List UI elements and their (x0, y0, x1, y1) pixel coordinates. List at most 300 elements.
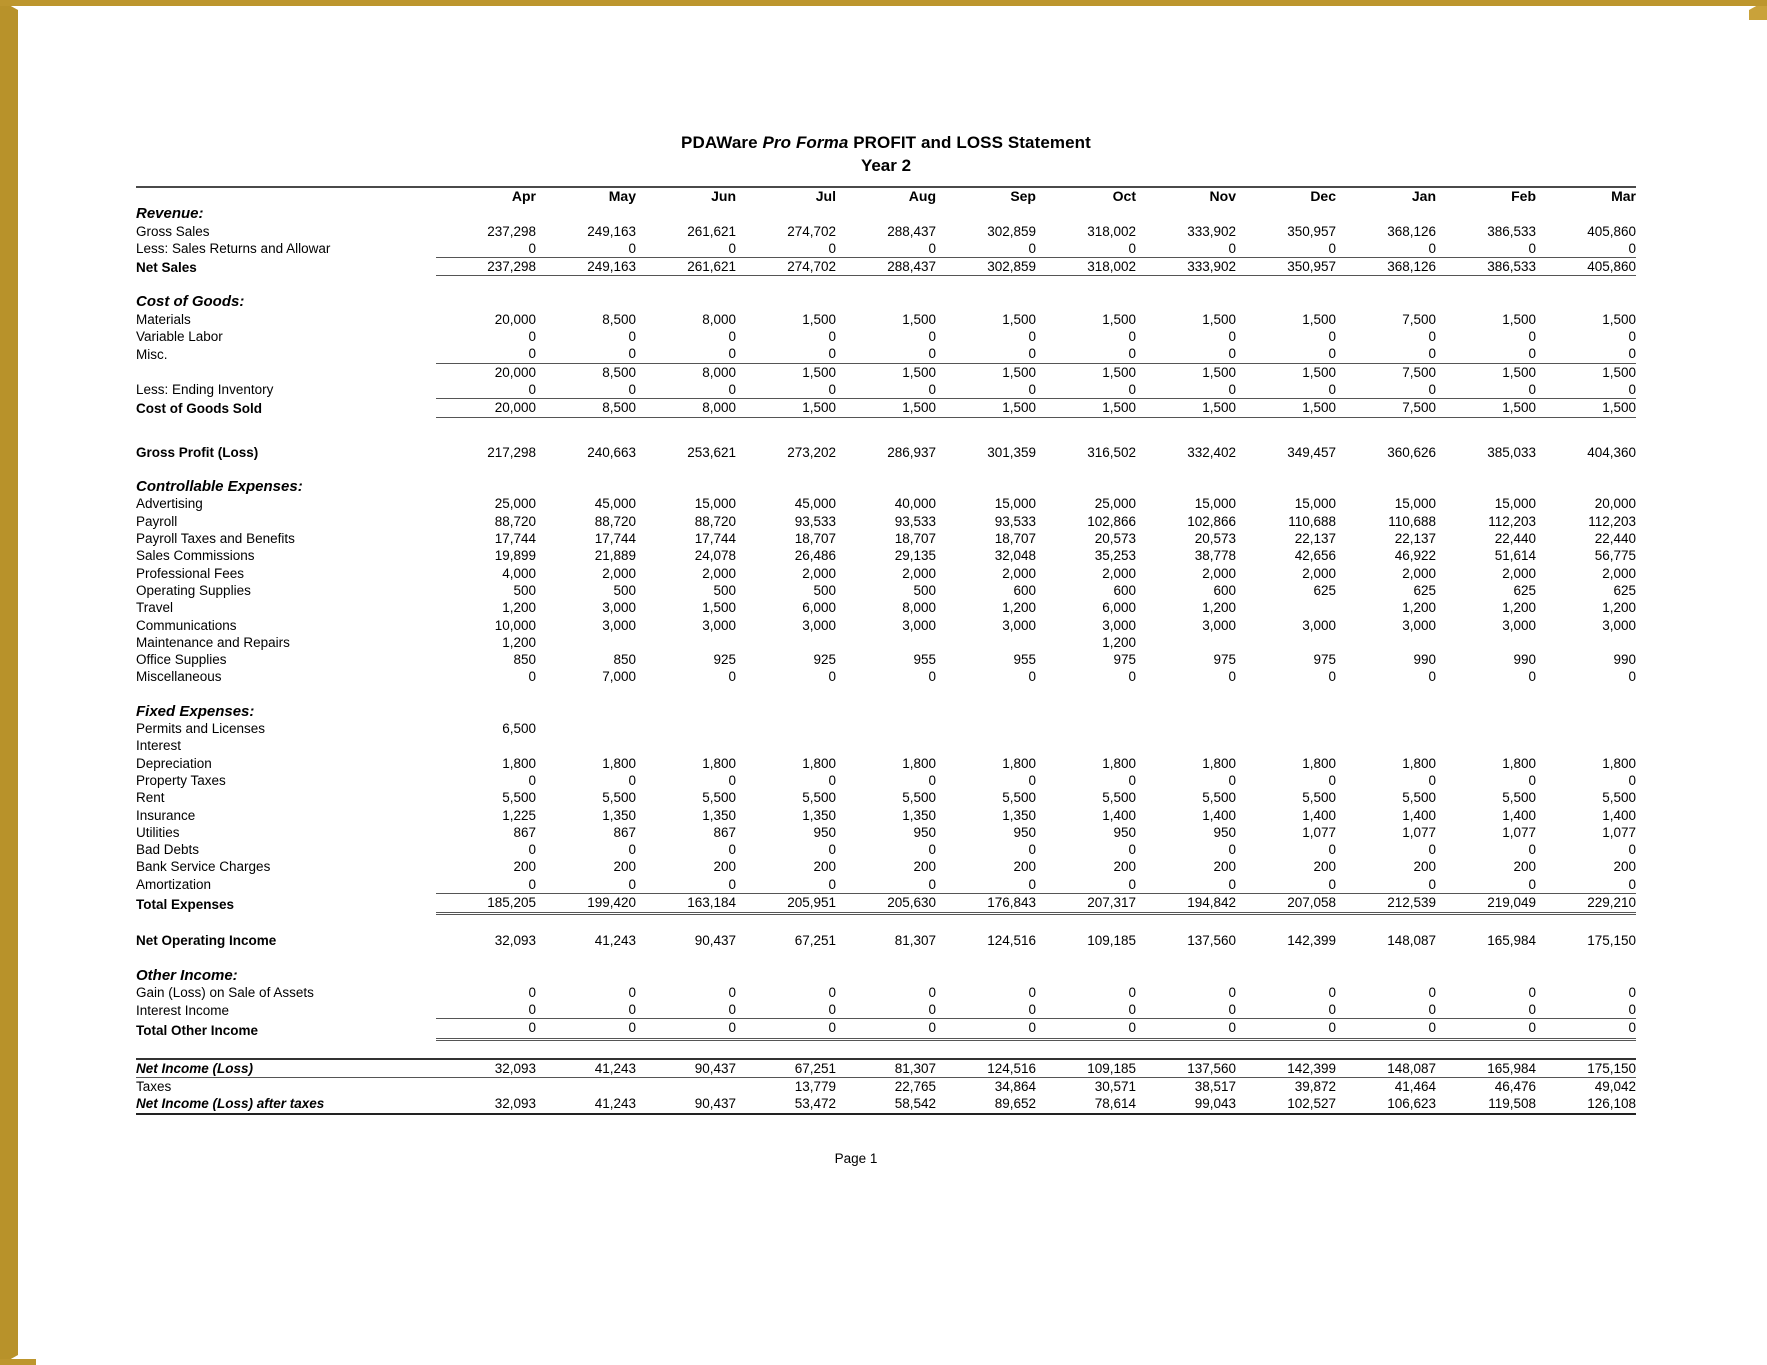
cell-sep: 34,864 (936, 1078, 1036, 1096)
cell-oct: 2,000 (1102, 565, 1136, 581)
cell-may (536, 478, 636, 495)
cell-jun: 0 (636, 876, 736, 894)
title-prefix: PDAWare (681, 133, 758, 152)
cell-dec: 142,399 (1236, 1059, 1336, 1078)
column-header-jan: Jan (1411, 188, 1436, 204)
cell-apr: 32,093 (436, 1095, 536, 1113)
cell-may (536, 293, 636, 310)
cell-mar: 990 (1613, 652, 1636, 668)
cell-jul: 67,251 (794, 933, 836, 949)
cell-apr: 237,298 (487, 223, 536, 239)
cell-aug: 286,937 (887, 444, 936, 460)
cell-may: 0 (628, 842, 636, 858)
spacer-row (136, 417, 1636, 427)
row-label (136, 363, 436, 381)
column-header-dec: Dec (1310, 188, 1336, 204)
cell-nov: 194,842 (1136, 893, 1236, 913)
cell-feb (1436, 478, 1536, 495)
row-label: Total Expenses (136, 897, 235, 913)
cell-sep: 0 (936, 345, 1036, 363)
cell-feb: 0 (1528, 842, 1536, 858)
cell-sep: 0 (936, 240, 1036, 258)
row-insurance (136, 807, 1636, 824)
cell-nov (1136, 427, 1236, 444)
row-utilities (136, 824, 1636, 841)
cell-sep: 32,048 (994, 548, 1036, 564)
cell-jun: 0 (728, 842, 736, 858)
row-label: Less: Ending Inventory (136, 382, 274, 398)
cell-jan (1336, 703, 1436, 720)
cell-mar (1536, 634, 1636, 651)
cell-sep: 93,533 (994, 513, 1036, 529)
row-depreciation (136, 755, 1636, 772)
cell-oct: 0 (1036, 1001, 1136, 1019)
cell-nov: 38,517 (1136, 1078, 1236, 1096)
cell-dec: 15,000 (1294, 496, 1336, 512)
cell-jul: 3,000 (802, 617, 836, 633)
row-label: Travel (136, 600, 174, 616)
cell-feb: 112,203 (1488, 513, 1536, 529)
cell-nov: 1,800 (1202, 755, 1236, 771)
cell-jun: 1,500 (702, 600, 736, 616)
cell-may: 17,744 (594, 531, 636, 547)
section-heading-fixed-expenses (136, 703, 1636, 720)
row-label: Misc. (136, 346, 168, 362)
cell-dec: 1,500 (1302, 311, 1336, 327)
cell-feb: 0 (1528, 772, 1536, 788)
cell-jan (1336, 737, 1436, 754)
cell-nov: 333,902 (1187, 223, 1236, 239)
cell-nov: 0 (1136, 345, 1236, 363)
cell-nov: 1,400 (1202, 807, 1236, 823)
cell-may (536, 720, 636, 737)
cell-sep: 301,359 (987, 444, 1036, 460)
cell-dec (1236, 205, 1336, 222)
cell-apr: 217,298 (487, 444, 536, 460)
spacer-row (136, 1039, 1636, 1059)
cell-dec (1236, 737, 1336, 754)
row-label (136, 427, 436, 444)
cell-nov: 3,000 (1202, 617, 1236, 633)
cell-dec: 0 (1328, 842, 1336, 858)
cell-aug: 3,000 (902, 617, 936, 633)
cell-nov: 600 (1213, 582, 1236, 598)
cell-jul: 18,707 (794, 531, 836, 547)
cell-mar: 405,860 (1536, 258, 1636, 276)
cell-nov: 333,902 (1136, 258, 1236, 276)
cell-jan: 0 (1428, 842, 1436, 858)
cell-sep: 1,500 (1002, 364, 1036, 380)
cell-oct: 35,253 (1094, 548, 1136, 564)
cell-dec: 349,457 (1287, 444, 1336, 460)
cell-oct: 0 (1128, 329, 1136, 345)
cell-aug: 29,135 (894, 548, 936, 564)
cell-oct: 950 (1113, 824, 1136, 840)
cell-apr (436, 737, 536, 754)
cell-oct: 1,200 (1102, 634, 1136, 650)
cell-jun: 0 (636, 381, 736, 399)
cell-jan: 110,688 (1388, 513, 1436, 529)
row-total-expenses (136, 893, 1636, 913)
cell-mar: 0 (1536, 1019, 1636, 1039)
cell-oct: 30,571 (1036, 1078, 1136, 1096)
spacer-row (136, 686, 1636, 703)
row-payroll (136, 513, 1636, 530)
cell-feb: 1,800 (1502, 755, 1536, 771)
cell-oct: 600 (1113, 582, 1136, 598)
cell-may: 2,000 (602, 565, 636, 581)
cell-may (536, 703, 636, 720)
cell-dec: 142,399 (1287, 933, 1336, 949)
row-advertising (136, 495, 1636, 512)
cell-nov: 38,778 (1194, 548, 1236, 564)
cell-aug: 58,542 (836, 1095, 936, 1113)
row-materials (136, 311, 1636, 328)
cell-mar: 0 (1536, 381, 1636, 399)
cell-feb: 165,984 (1436, 1059, 1536, 1078)
cell-jul: 1,800 (802, 755, 836, 771)
cell-apr (436, 967, 536, 984)
cell-dec: 1,400 (1302, 807, 1336, 823)
cell-mar: 625 (1613, 582, 1636, 598)
cell-jun (636, 1078, 736, 1096)
cell-feb: 0 (1436, 1001, 1536, 1019)
row-label: Payroll Taxes and Benefits (136, 531, 295, 547)
cell-jun: 8,000 (636, 399, 736, 417)
cell-mar: 22,440 (1594, 531, 1636, 547)
cell-nov: 0 (1136, 381, 1236, 399)
cell-jan: 0 (1336, 1001, 1436, 1019)
row-label: Operating Supplies (136, 582, 251, 598)
cell-sep: 0 (1028, 329, 1036, 345)
cell-may: 88,720 (594, 513, 636, 529)
cell-apr (436, 478, 536, 495)
cell-apr: 1,800 (502, 755, 536, 771)
cell-aug: 8,000 (902, 600, 936, 616)
cell-sep: 1,800 (1002, 755, 1036, 771)
cell-apr (436, 205, 536, 222)
cell-may: 1,350 (602, 807, 636, 823)
cell-dec: 1,800 (1302, 755, 1336, 771)
row-ending-inventory (136, 381, 1636, 399)
row-bad-debts (136, 841, 1636, 858)
cell-feb: 386,533 (1436, 258, 1536, 276)
cell-may: 850 (613, 652, 636, 668)
row-label: Rent (136, 790, 165, 806)
cell-aug: 200 (913, 859, 936, 875)
cell-jun: 0 (728, 329, 736, 345)
cell-dec: 0 (1328, 329, 1336, 345)
cell-nov: 2,000 (1202, 565, 1236, 581)
cell-aug: 0 (928, 669, 936, 685)
revenue-heading: Revenue: (136, 205, 204, 223)
cell-sep: 600 (1013, 582, 1036, 598)
cell-jul: 0 (828, 842, 836, 858)
cell-jul (736, 737, 836, 754)
cell-may: 200 (613, 859, 636, 875)
cell-feb: 0 (1528, 984, 1536, 1000)
cell-jun: 0 (728, 669, 736, 685)
cell-dec: 0 (1236, 240, 1336, 258)
cell-jul: 1,500 (802, 364, 836, 380)
cell-mar: 1,500 (1536, 399, 1636, 417)
cell-jul: 925 (813, 652, 836, 668)
cell-dec (1236, 599, 1336, 616)
cell-feb: 990 (1513, 652, 1536, 668)
cell-nov: 1,200 (1202, 600, 1236, 616)
row-label: Office Supplies (136, 652, 227, 668)
column-header-apr: Apr (511, 188, 536, 204)
cell-jul: 0 (828, 669, 836, 685)
cell-apr: 200 (513, 859, 536, 875)
cell-jun: 90,437 (636, 1059, 736, 1078)
title-block (136, 20, 1636, 188)
cell-jun: 5,500 (702, 790, 736, 806)
row-variable-labor (136, 328, 1636, 345)
cell-nov (1136, 205, 1236, 222)
cell-apr: 4,000 (502, 565, 536, 581)
controllable-expenses-heading: Controllable Expenses: (136, 478, 303, 496)
cell-jun: 8,000 (702, 311, 736, 327)
cell-feb: 0 (1528, 669, 1536, 685)
cell-may: 0 (536, 345, 636, 363)
spacer-row (136, 950, 1636, 967)
cell-oct: 0 (1128, 984, 1136, 1000)
cell-jan: 7,500 (1402, 311, 1436, 327)
cell-jun (636, 703, 736, 720)
cell-sep: 2,000 (1002, 565, 1036, 581)
cell-oct: 78,614 (1036, 1095, 1136, 1113)
document-title (136, 132, 1636, 154)
cell-mar: 0 (1536, 876, 1636, 894)
cell-dec: 0 (1328, 669, 1336, 685)
cell-jul: 0 (736, 1001, 836, 1019)
row-cost-of-goods-sold (136, 399, 1636, 417)
section-heading-revenue (136, 205, 1636, 222)
cell-mar: 1,400 (1602, 807, 1636, 823)
row-net-sales (136, 258, 1636, 276)
cell-sep (936, 205, 1036, 222)
cell-aug (836, 737, 936, 754)
cell-jun: 163,184 (636, 893, 736, 913)
row-property-taxes (136, 772, 1636, 789)
section-heading-other-income (136, 967, 1636, 984)
cell-dec: 2,000 (1302, 565, 1336, 581)
cell-apr: 0 (436, 381, 536, 399)
cell-aug: 93,533 (894, 513, 936, 529)
cell-sep: 18,707 (994, 531, 1036, 547)
cell-aug: 288,437 (836, 258, 936, 276)
cell-oct (1036, 737, 1136, 754)
row-label: Interest Income (136, 1002, 230, 1018)
cell-apr: 0 (436, 1001, 536, 1019)
cell-may (536, 737, 636, 754)
cell-jan: 15,000 (1394, 496, 1436, 512)
cell-jul: 200 (813, 859, 836, 875)
cell-mar: 20,000 (1594, 496, 1636, 512)
cell-dec: 39,872 (1236, 1078, 1336, 1096)
cell-jun: 925 (713, 652, 736, 668)
row-total-other-income (136, 1019, 1636, 1039)
row-label: Depreciation (136, 755, 212, 771)
cell-oct: 316,502 (1087, 444, 1136, 460)
cell-may: 199,420 (536, 893, 636, 913)
cell-may: 500 (613, 582, 636, 598)
row-gross-profit (136, 444, 1636, 461)
cell-jan (1336, 293, 1436, 310)
cell-dec: 207,058 (1236, 893, 1336, 913)
cell-jan: 200 (1413, 859, 1436, 875)
cell-aug: 0 (836, 240, 936, 258)
cell-dec: 0 (1328, 772, 1336, 788)
cell-feb: 386,533 (1487, 223, 1536, 239)
cell-jan: 0 (1336, 1019, 1436, 1039)
cell-may: 0 (536, 381, 636, 399)
cell-jan: 5,500 (1402, 790, 1436, 806)
cell-may: 5,500 (602, 790, 636, 806)
row-label: Less: Sales Returns and Allowar (136, 241, 331, 257)
cell-jul (736, 720, 836, 737)
cell-feb (1436, 967, 1536, 984)
row-net-income-loss (136, 1059, 1636, 1078)
cell-sep (936, 427, 1036, 444)
cell-jul (736, 634, 836, 651)
cell-sep: 200 (1013, 859, 1036, 875)
other-income-heading: Other Income: (136, 966, 238, 984)
cell-aug: 81,307 (836, 1059, 936, 1078)
cell-jun (636, 205, 736, 222)
cell-apr (436, 293, 536, 310)
cell-oct (1036, 427, 1136, 444)
cell-apr: 0 (528, 984, 536, 1000)
cell-sep: 0 (1028, 669, 1036, 685)
cell-nov: 102,866 (1187, 513, 1236, 529)
cell-feb: 119,508 (1436, 1095, 1536, 1113)
cell-jun (636, 720, 736, 737)
row-interest-income (136, 1001, 1636, 1019)
cell-feb: 2,000 (1502, 565, 1536, 581)
cell-jan: 0 (1428, 772, 1436, 788)
cell-jun: 88,720 (694, 513, 736, 529)
cell-apr: 0 (436, 1019, 536, 1039)
cell-jul (736, 703, 836, 720)
cell-jan: 1,400 (1402, 807, 1436, 823)
cell-may: 0 (628, 772, 636, 788)
cell-apr: 20,000 (494, 311, 536, 327)
cell-oct: 200 (1113, 859, 1136, 875)
row-rent (136, 789, 1636, 806)
cell-feb: 46,476 (1436, 1078, 1536, 1096)
section-heading-controllable-expenses (136, 478, 1636, 495)
cell-jan: 22,137 (1394, 531, 1436, 547)
cell-jan: 368,126 (1387, 223, 1436, 239)
cell-feb: 5,500 (1502, 790, 1536, 806)
cell-may: 3,000 (602, 600, 636, 616)
cell-jul: 45,000 (794, 496, 836, 512)
cell-sep: 5,500 (1002, 790, 1036, 806)
cell-mar: 3,000 (1602, 617, 1636, 633)
row-label: Utilities (136, 824, 180, 840)
cell-oct (1036, 720, 1136, 737)
document-page (36, 20, 1767, 1365)
row-label: Net Operating Income (136, 933, 277, 949)
cell-mar: 0 (1536, 240, 1636, 258)
cell-may: 0 (536, 876, 636, 894)
cell-jul: 205,951 (736, 893, 836, 913)
cell-jul: 1,500 (736, 399, 836, 417)
cell-feb: 625 (1513, 582, 1536, 598)
cell-aug: 0 (836, 381, 936, 399)
cell-jun: 3,000 (702, 617, 736, 633)
cell-mar: 404,360 (1587, 444, 1636, 460)
cell-apr: 0 (436, 345, 536, 363)
row-travel (136, 599, 1636, 616)
cell-feb (1436, 720, 1536, 737)
cell-apr: 850 (513, 652, 536, 668)
row-label: Materials (136, 311, 191, 327)
cell-apr: 867 (513, 824, 536, 840)
cell-nov: 950 (1213, 824, 1236, 840)
cell-jul: 53,472 (736, 1095, 836, 1113)
cell-dec: 42,656 (1294, 548, 1336, 564)
cell-apr: 185,205 (436, 893, 536, 913)
cell-aug (836, 478, 936, 495)
cell-mar: 112,203 (1588, 513, 1636, 529)
cell-mar (1536, 720, 1636, 737)
cell-jun (636, 427, 736, 444)
cell-jun: 0 (636, 240, 736, 258)
cell-mar: 0 (1628, 984, 1636, 1000)
cell-sep: 302,859 (936, 258, 1036, 276)
cell-jun: 90,437 (636, 1095, 736, 1113)
column-header-feb: Feb (1511, 188, 1536, 204)
cell-jun: 0 (636, 1001, 736, 1019)
cell-aug: 18,707 (894, 531, 936, 547)
cell-jun: 8,000 (702, 364, 736, 380)
column-header-row (136, 188, 1636, 205)
cell-jan (1336, 478, 1436, 495)
cell-nov: 15,000 (1194, 496, 1236, 512)
cell-jan (1336, 427, 1436, 444)
cell-feb (1436, 427, 1536, 444)
cell-oct: 102,866 (1087, 513, 1136, 529)
cell-dec (1236, 703, 1336, 720)
cell-jul: 1,350 (802, 807, 836, 823)
row-label: Gross Profit (Loss) (136, 444, 259, 460)
cell-oct (1036, 205, 1136, 222)
cell-nov (1136, 737, 1236, 754)
cell-aug: 288,437 (887, 223, 936, 239)
cell-nov: 200 (1213, 859, 1236, 875)
row-label: Bank Service Charges (136, 859, 271, 875)
cell-jul: 2,000 (802, 565, 836, 581)
cell-dec: 350,957 (1287, 223, 1336, 239)
cell-jan: 0 (1336, 240, 1436, 258)
cell-mar: 229,210 (1536, 893, 1636, 913)
document-subtitle: Year 2 (860, 156, 912, 175)
cell-oct: 975 (1113, 652, 1136, 668)
cell-jun (636, 737, 736, 754)
cell-jul (736, 205, 836, 222)
column-header-sep: Sep (1010, 188, 1036, 204)
cell-oct: 5,500 (1102, 790, 1136, 806)
cell-jun: 24,078 (694, 548, 736, 564)
cell-oct: 25,000 (1094, 496, 1136, 512)
row-professional-fees (136, 565, 1636, 582)
cell-apr: 0 (528, 329, 536, 345)
cell-sep: 0 (936, 1001, 1036, 1019)
cell-jun: 500 (713, 582, 736, 598)
